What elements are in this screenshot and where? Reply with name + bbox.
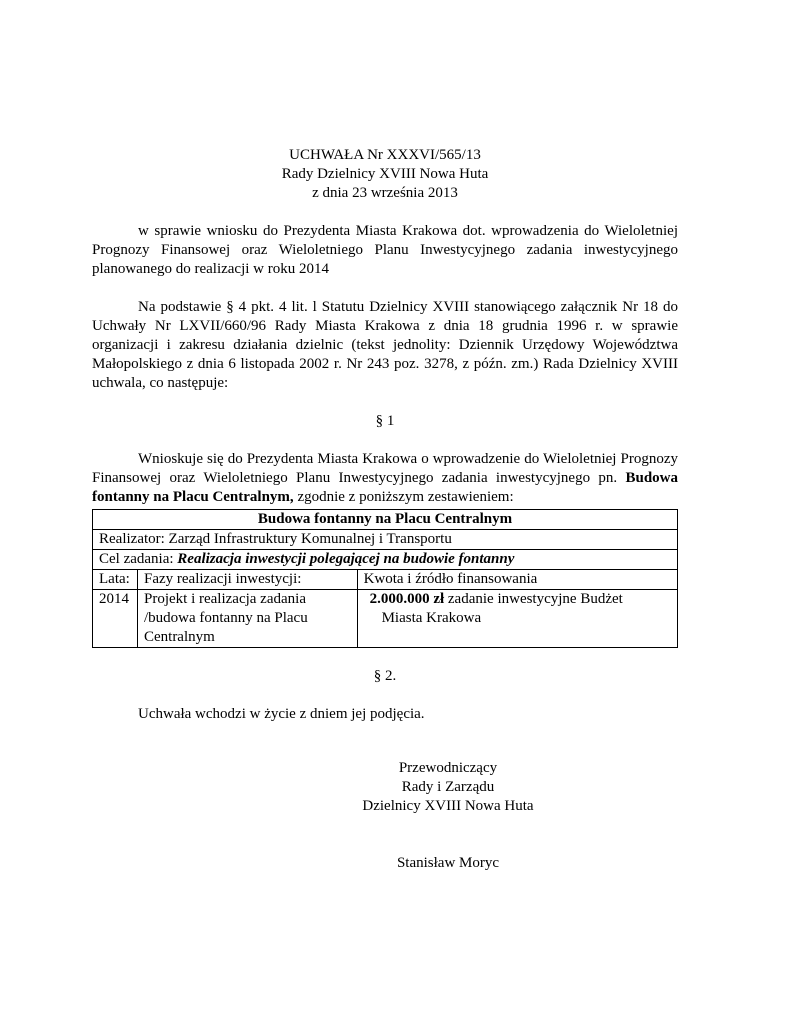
column-header-phases: Fazy realizacji inwestycji: <box>137 570 357 590</box>
resolution-number: UCHWAŁA Nr XXXVI/565/13 <box>289 147 481 163</box>
document-body <box>92 146 678 724</box>
section-1-mark: § 1 <box>375 413 395 429</box>
section-2-mark: § 2. <box>373 668 397 684</box>
signature-block <box>338 759 558 873</box>
table-header-row <box>93 570 678 590</box>
table-title-row <box>93 510 678 530</box>
table-title <box>93 510 678 530</box>
section-1-text <box>92 450 678 507</box>
section-1-task-name: Budowa fontanny na Placu Centralnym, <box>92 470 678 505</box>
column-header-amount: Kwota i źródło finansowania <box>357 570 677 590</box>
section-1-text-after: zgodnie z poniższym zestawieniem: <box>293 489 514 505</box>
council-name: Rady Dzielnicy XVIII Nowa Huta <box>281 166 489 182</box>
signature-title: Przewodniczący <box>398 760 498 776</box>
signature-body: Rady i Zarządu <box>401 779 495 795</box>
signature-district: Dzielnicy XVIII Nowa Huta <box>362 798 534 814</box>
goal-label: Cel zadania: <box>99 551 178 567</box>
table-title-text: Budowa fontanny na Placu Centralnym <box>257 511 513 527</box>
table-realizator: Realizator: Zarząd Infrastruktury Komunalnej i Transportu <box>93 530 678 550</box>
legal-basis: Na podstawie § 4 pkt. 4 lit. l Statutu Dzielnicy XVIII stanowiącego załącznik Nr 18 do Uchwały Nr LXVII/660/96 Rady Miasta Krakowa z dnia 18 grudnia 1996 r. w sprawie organizacji i zakresu działania dzielnic (tekst jednolity: Dziennik Urzędowy Województwa Małopolskiego z dnia 6 listopada 2002 r. Nr 243 poz. 3278, z późn. zm.) Rada Dzielnicy XVIII uchwala, co następuje: <box>92 299 678 391</box>
table-goal <box>93 550 678 570</box>
cell-amount <box>357 590 677 648</box>
amount-value: 2.000.000 zł <box>369 591 445 607</box>
table-realizator-row <box>93 530 678 550</box>
resolution-date: z dnia 23 września 2013 <box>312 185 458 201</box>
table-goal-row <box>93 550 678 570</box>
cell-year: 2014 <box>93 590 138 648</box>
cell-phases: Projekt i realizacja zadania /budowa fontanny na Placu Centralnym <box>137 590 357 648</box>
section-2-text: Uchwała wchodzi w życie z dniem jej podjęcia. <box>138 706 425 722</box>
goal-value: Realizacja inwestycji polegającej na budowie fontanny <box>177 551 515 567</box>
section-1-text-before: Wnioskuje się do Prezydenta Miasta Krakowa o wprowadzenie do Wieloletniej Prognozy Finansowej oraz Wieloletniego Planu Inwestycyjnego zadania inwestycyjnego pn. <box>92 451 678 486</box>
table-row <box>93 590 678 648</box>
investment-table <box>92 509 678 648</box>
amount-source: zadanie inwestycyjne Budżet Miasta Krakowa <box>381 591 623 626</box>
resolution-subject: w sprawie wniosku do Prezydenta Miasta Krakowa dot. wprowadzenia do Wieloletniej Prognozy Finansowej oraz Wieloletniego Planu Inwestycyjnego zadania inwestycyjnego planowanego do realizacji w roku 2014 <box>92 223 678 277</box>
resolution-header <box>92 146 678 203</box>
signature-name: Stanisław Moryc <box>396 855 500 871</box>
column-header-year: Lata: <box>93 570 138 590</box>
